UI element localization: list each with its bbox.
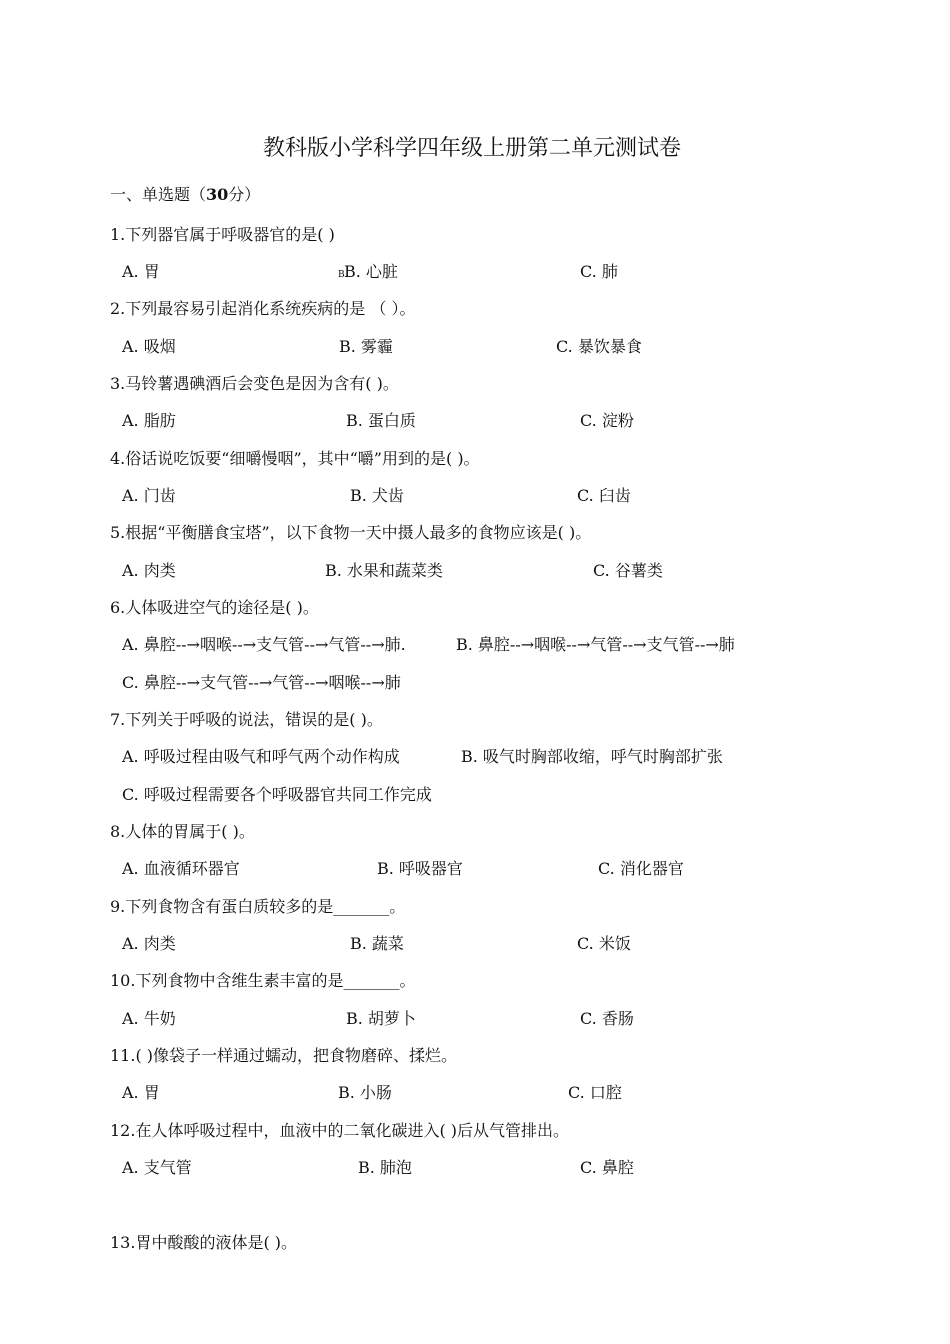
question-10-option-c: C. 香肠	[580, 1009, 634, 1028]
question-9-stem: 9.下列食物含有蛋白质较多的是_______。	[110, 897, 406, 916]
question-10-stem: 10.下列食物中含维生素丰富的是_______。	[110, 971, 416, 990]
question-7-option-a: A. 呼吸过程由吸气和呼气两个动作构成	[122, 747, 400, 766]
question-11-option-c: C. 口腔	[568, 1083, 622, 1102]
question-4-stem: 4.俗话说吃饭要“细嚼慢咽”，其中“嚼”用到的是( )。	[110, 449, 480, 468]
question-10-option-b: B. 胡萝卜	[346, 1009, 416, 1028]
question-8-option-c: C. 消化器官	[598, 859, 684, 878]
question-6-option-a: A. 鼻腔--→咽喉--→支气管--→气管--→肺.	[122, 635, 406, 654]
question-12-stem: 12.在人体呼吸过程中，血液中的二氧化碳进入( )后从气管排出。	[110, 1121, 570, 1140]
question-6-option-b: B. 鼻腔--→咽喉--→气管--→支气管--→肺	[456, 635, 735, 654]
question-9-option-b: B. 蔬菜	[350, 934, 404, 953]
question-5-option-a: A. 肉类	[122, 561, 176, 580]
question-1-option-a: A. 胃	[122, 262, 160, 281]
question-3-stem: 3.马铃薯遇碘酒后会变色是因为含有( )。	[110, 374, 399, 393]
question-12-option-c: C. 鼻腔	[580, 1158, 634, 1177]
question-8-stem: 8.人体的胃属于( )。	[110, 822, 255, 841]
question-2-option-c: C. 暴饮暴食	[556, 337, 642, 356]
question-1-stem: 1.下列器官属于呼吸器官的是( )	[110, 225, 335, 244]
page-title: 教科版小学科学四年级上册第二单元测试卷	[263, 136, 682, 161]
question-11-option-a: A. 胃	[122, 1083, 160, 1102]
question-12-option-a: A. 支气管	[122, 1158, 192, 1177]
question-5-stem: 5.根据“平衡膳食宝塔”，以下食物一天中摄人最多的食物应该是( )。	[110, 523, 592, 542]
question-2-option-b: B. 雾霾	[339, 337, 393, 356]
question-8-option-a: A. 血液循环器官	[122, 859, 240, 878]
question-6-stem: 6.人体吸进空气的途径是( )。	[110, 598, 319, 617]
question-13-stem: 13.胃中酸酸的液体是( )。	[110, 1233, 298, 1252]
question-3-option-a: A. 脂肪	[122, 411, 176, 430]
question-11-stem: 11.( )像袋子一样通过蠕动，把食物磨碎、揉烂。	[110, 1046, 458, 1065]
question-5-option-b: B. 水果和蔬菜类	[325, 561, 443, 580]
question-7-option-b: B. 吸气时胸部收缩，呼气时胸部扩张	[461, 747, 723, 766]
question-3-option-b: B. 蛋白质	[346, 411, 416, 430]
question-12-option-b: B. 肺泡	[358, 1158, 412, 1177]
question-4-option-b: B. 犬齿	[350, 486, 404, 505]
question-1-stray-mark: B	[338, 270, 345, 280]
question-1-option-b: B. 心脏	[344, 262, 398, 281]
section-heading	[110, 185, 260, 205]
question-5-option-c: C. 谷薯类	[593, 561, 663, 580]
question-7-option-c: C. 呼吸过程需要各个呼吸器官共同工作完成	[122, 785, 432, 804]
question-2-option-a: A. 吸烟	[122, 337, 176, 356]
question-3-option-c: C. 淀粉	[580, 411, 634, 430]
question-6-option-c: C. 鼻腔--→支气管--→气管--→咽喉--→肺	[122, 673, 401, 692]
question-4-option-c: C. 臼齿	[577, 486, 631, 505]
question-9-option-c: C. 米饭	[577, 934, 631, 953]
question-2-stem: 2.下列最容易引起消化系统疾病的是 （ ）。	[110, 299, 416, 318]
section-points: 30	[206, 185, 229, 204]
section-suffix: 分）	[228, 185, 261, 204]
section-prefix: 一、单选题（	[110, 185, 207, 204]
question-10-option-a: A. 牛奶	[122, 1009, 176, 1028]
question-9-option-a: A. 肉类	[122, 934, 176, 953]
question-4-option-a: A. 门齿	[122, 486, 176, 505]
question-1-option-c: C. 肺	[580, 262, 618, 281]
question-7-stem: 7.下列关于呼吸的说法，错误的是( )。	[110, 710, 383, 729]
question-11-option-b: B. 小肠	[338, 1083, 392, 1102]
question-8-option-b: B. 呼吸器官	[377, 859, 463, 878]
